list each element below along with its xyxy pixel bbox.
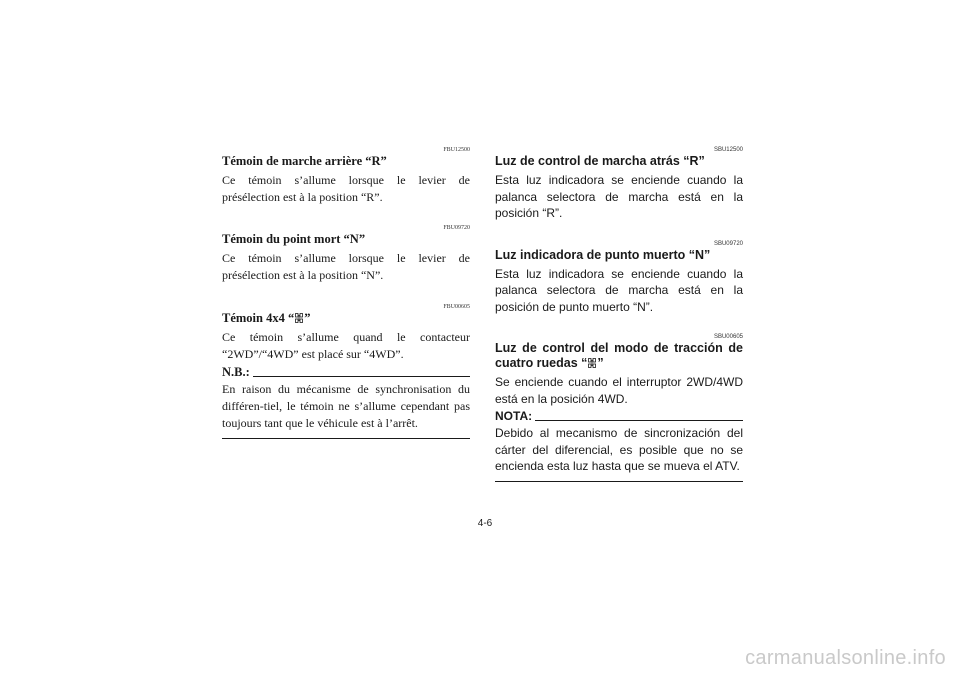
section-body: Esta luz indicadora se enciende cuando la palanca selectora de marcha está en la posición “R”. (495, 173, 743, 220)
section-code: SBU00605 (713, 334, 743, 340)
section-code: SBU12500 (713, 147, 743, 153)
section-body: Ce témoin s’allume lorsque le levier de présélection est à la position “R”. (222, 173, 470, 204)
four-wheel-drive-icon (588, 358, 596, 368)
section-body: Se enciende cuando el interruptor 2WD/4WD está en la posición 4WD. (495, 375, 743, 406)
note-end-rule (222, 438, 470, 439)
note-box-es (495, 409, 743, 482)
note-text: Debido al mecanismo de sincronización del cárter del diferencial, es posible que no se encienda esta luz hasta que se mueva el ATV. (495, 426, 743, 473)
section-heading: Témoin 4x4 “ ” (222, 311, 311, 325)
section-body: Esta luz indicadora se enciende cuando la palanca selectora de marcha está en la posición de punto muerto “N”. (495, 266, 743, 314)
section-reverse-indicator-fr (222, 146, 470, 206)
note-end-rule (495, 481, 743, 482)
section-reverse-indicator-es (495, 146, 743, 222)
watermark: carmanualsonline.info (745, 647, 946, 669)
note-rule (535, 420, 743, 421)
four-wheel-drive-icon (295, 313, 303, 323)
french-column (222, 146, 470, 439)
section-code: FBU09720 (443, 225, 470, 231)
section-heading: Luz de control de marcha atrás “R” (495, 154, 705, 168)
section-4x4-indicator-es (495, 333, 743, 407)
section-heading: Luz de control del modo de tracción de cuatro ruedas “ ” (495, 341, 743, 370)
section-code: SBU09720 (713, 240, 743, 247)
note-label: NOTA: (495, 409, 533, 423)
section-neutral-indicator-es (495, 240, 743, 316)
note-box-fr (222, 365, 470, 439)
section-code: FBU00605 (443, 304, 470, 310)
note-label: N.B.: (222, 365, 250, 379)
note-rule (253, 376, 470, 377)
section-4x4-indicator-fr (222, 303, 470, 363)
section-heading: Témoin de marche arrière “R” (222, 154, 387, 168)
page-number: 4-6 (477, 518, 493, 529)
section-heading: Témoin du point mort “N” (222, 232, 366, 246)
spanish-column (495, 146, 743, 482)
note-text: En raison du mécanisme de synchronisation du différen-tiel, le témoin ne s’allume cependant pas toujours tant que le véhicule est à l’arrêt. (222, 382, 470, 430)
section-body: Ce témoin s’allume lorsque le levier de présélection est à la position “N”. (222, 251, 470, 282)
section-body: Ce témoin s’allume quand le contacteur “2WD”/“4WD” est placé sur “4WD”. (222, 330, 470, 361)
section-heading: Luz indicadora de punto muerto “N” (495, 247, 711, 262)
section-neutral-indicator-fr (222, 224, 470, 284)
section-code: FBU12500 (443, 147, 470, 153)
